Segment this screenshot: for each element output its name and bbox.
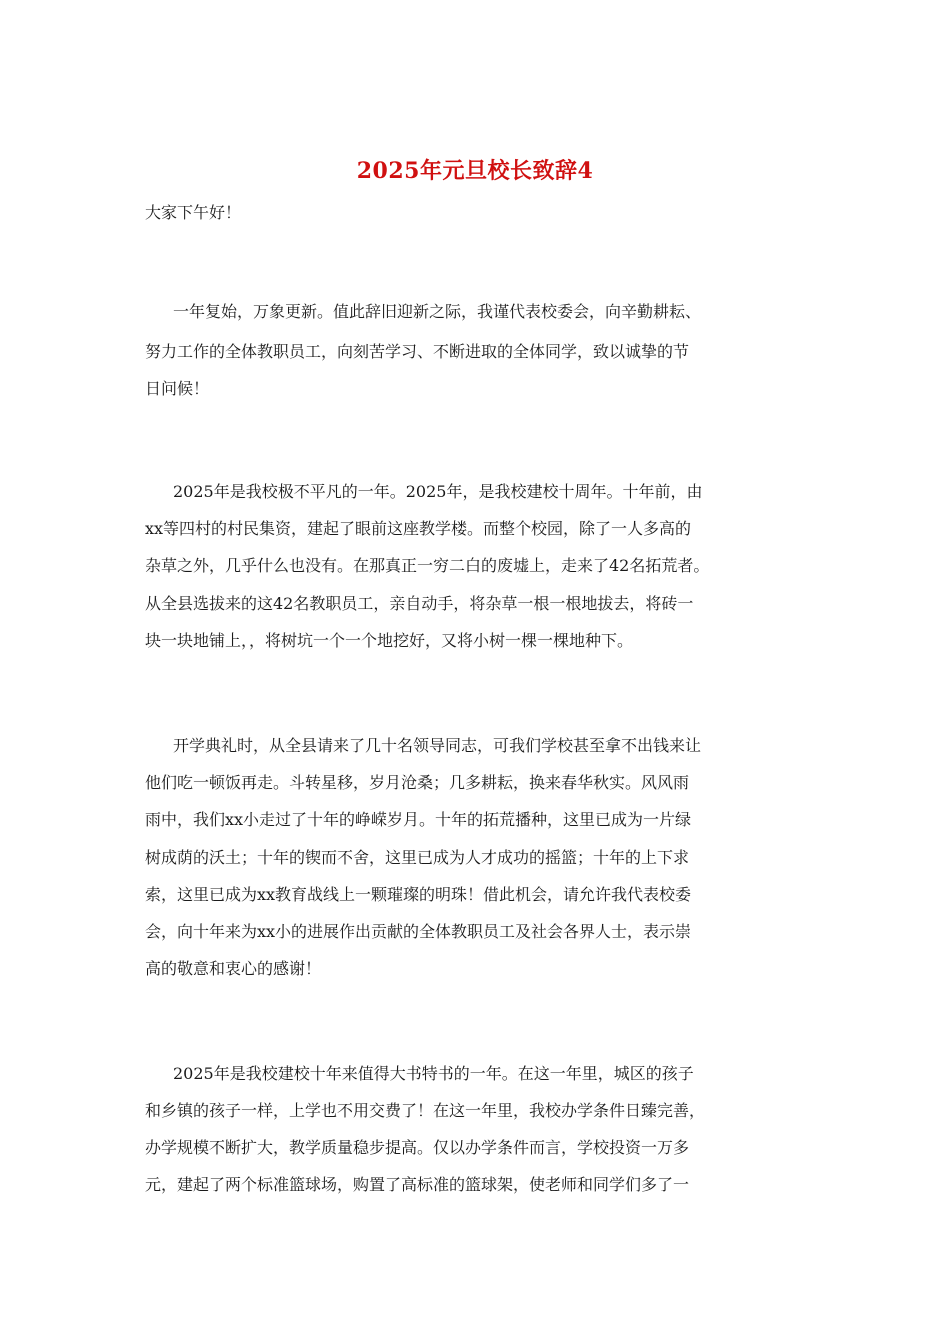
- paragraph-4-line-1: 2025年是我校建校十年来值得大书特书的一年。在这一年里，城区的孩子: [173, 1064, 694, 1083]
- paragraph-2-line-1: 2025年是我校极不平凡的一年。2025年，是我校建校十周年。十年前，由: [173, 482, 703, 501]
- paragraph-3-line-7: 高的敬意和衷心的感谢！: [145, 959, 322, 978]
- paragraph-3-line-4: 树成荫的沃土；十年的锲而不舍，这里已成为人才成功的摇篮；十年的上下求: [145, 848, 690, 867]
- paragraph-3-line-5: 索，这里已成为xx教育战线上一颗璀璨的明珠！借此机会，请允许我代表校委: [145, 885, 692, 904]
- paragraph-3-line-1: 开学典礼时，从全县请来了几十名领导同志，可我们学校甚至拿不出钱来让: [173, 736, 702, 755]
- paragraph-3-line-6: 会，向十年来为xx小的进展作出贡献的全体教职员工及社会各界人士，表示崇: [145, 922, 692, 941]
- document-title: 2025年元旦校长致辞4: [356, 158, 594, 184]
- paragraph-1-line-3: 日问候！: [145, 379, 210, 398]
- paragraph-2-line-3: 杂草之外，几乎什么也没有。在那真正一穷二白的废墟上，走来了42名拓荒者。: [145, 556, 710, 575]
- paragraph-2-line-2: xx等四村的村民集资，建起了眼前这座教学楼。而整个校园，除了一人多高的: [145, 519, 692, 538]
- paragraph-4-line-2: 和乡镇的孩子一样，上学也不用交费了！在这一年里，我校办学条件日臻完善，: [145, 1101, 706, 1120]
- paragraph-1-line-2: 努力工作的全体教职员工，向刻苦学习、不断进取的全体同学，致以诚挚的节: [145, 342, 690, 361]
- greeting-line: 大家下午好！: [145, 203, 242, 222]
- paragraph-3-line-3: 雨中，我们xx小走过了十年的峥嵘岁月。十年的拓荒播种，这里已成为一片绿: [145, 810, 692, 829]
- paragraph-2-line-4: 从全县选拔来的这42名教职员工，亲自动手，将杂草一根一根地拔去，将砖一: [145, 594, 694, 613]
- paragraph-2-line-5: 块一块地铺上，，将树坑一个一个地挖好，又将小树一棵一棵地种下。: [145, 631, 634, 650]
- paragraph-3-line-2: 他们吃一顿饭再走。斗转星移，岁月沧桑；几多耕耘，换来春华秋实。风风雨: [145, 773, 690, 792]
- paragraph-1-line-1: 一年复始，万象更新。值此辞旧迎新之际，我谨代表校委会，向辛勤耕耘、: [173, 302, 702, 321]
- paragraph-4-line-3: 办学规模不断扩大，教学质量稳步提高。仅以办学条件而言，学校投资一万多: [145, 1138, 690, 1157]
- paragraph-4-line-4: 元，建起了两个标准篮球场，购置了高标准的篮球架，使老师和同学们多了一: [145, 1175, 690, 1194]
